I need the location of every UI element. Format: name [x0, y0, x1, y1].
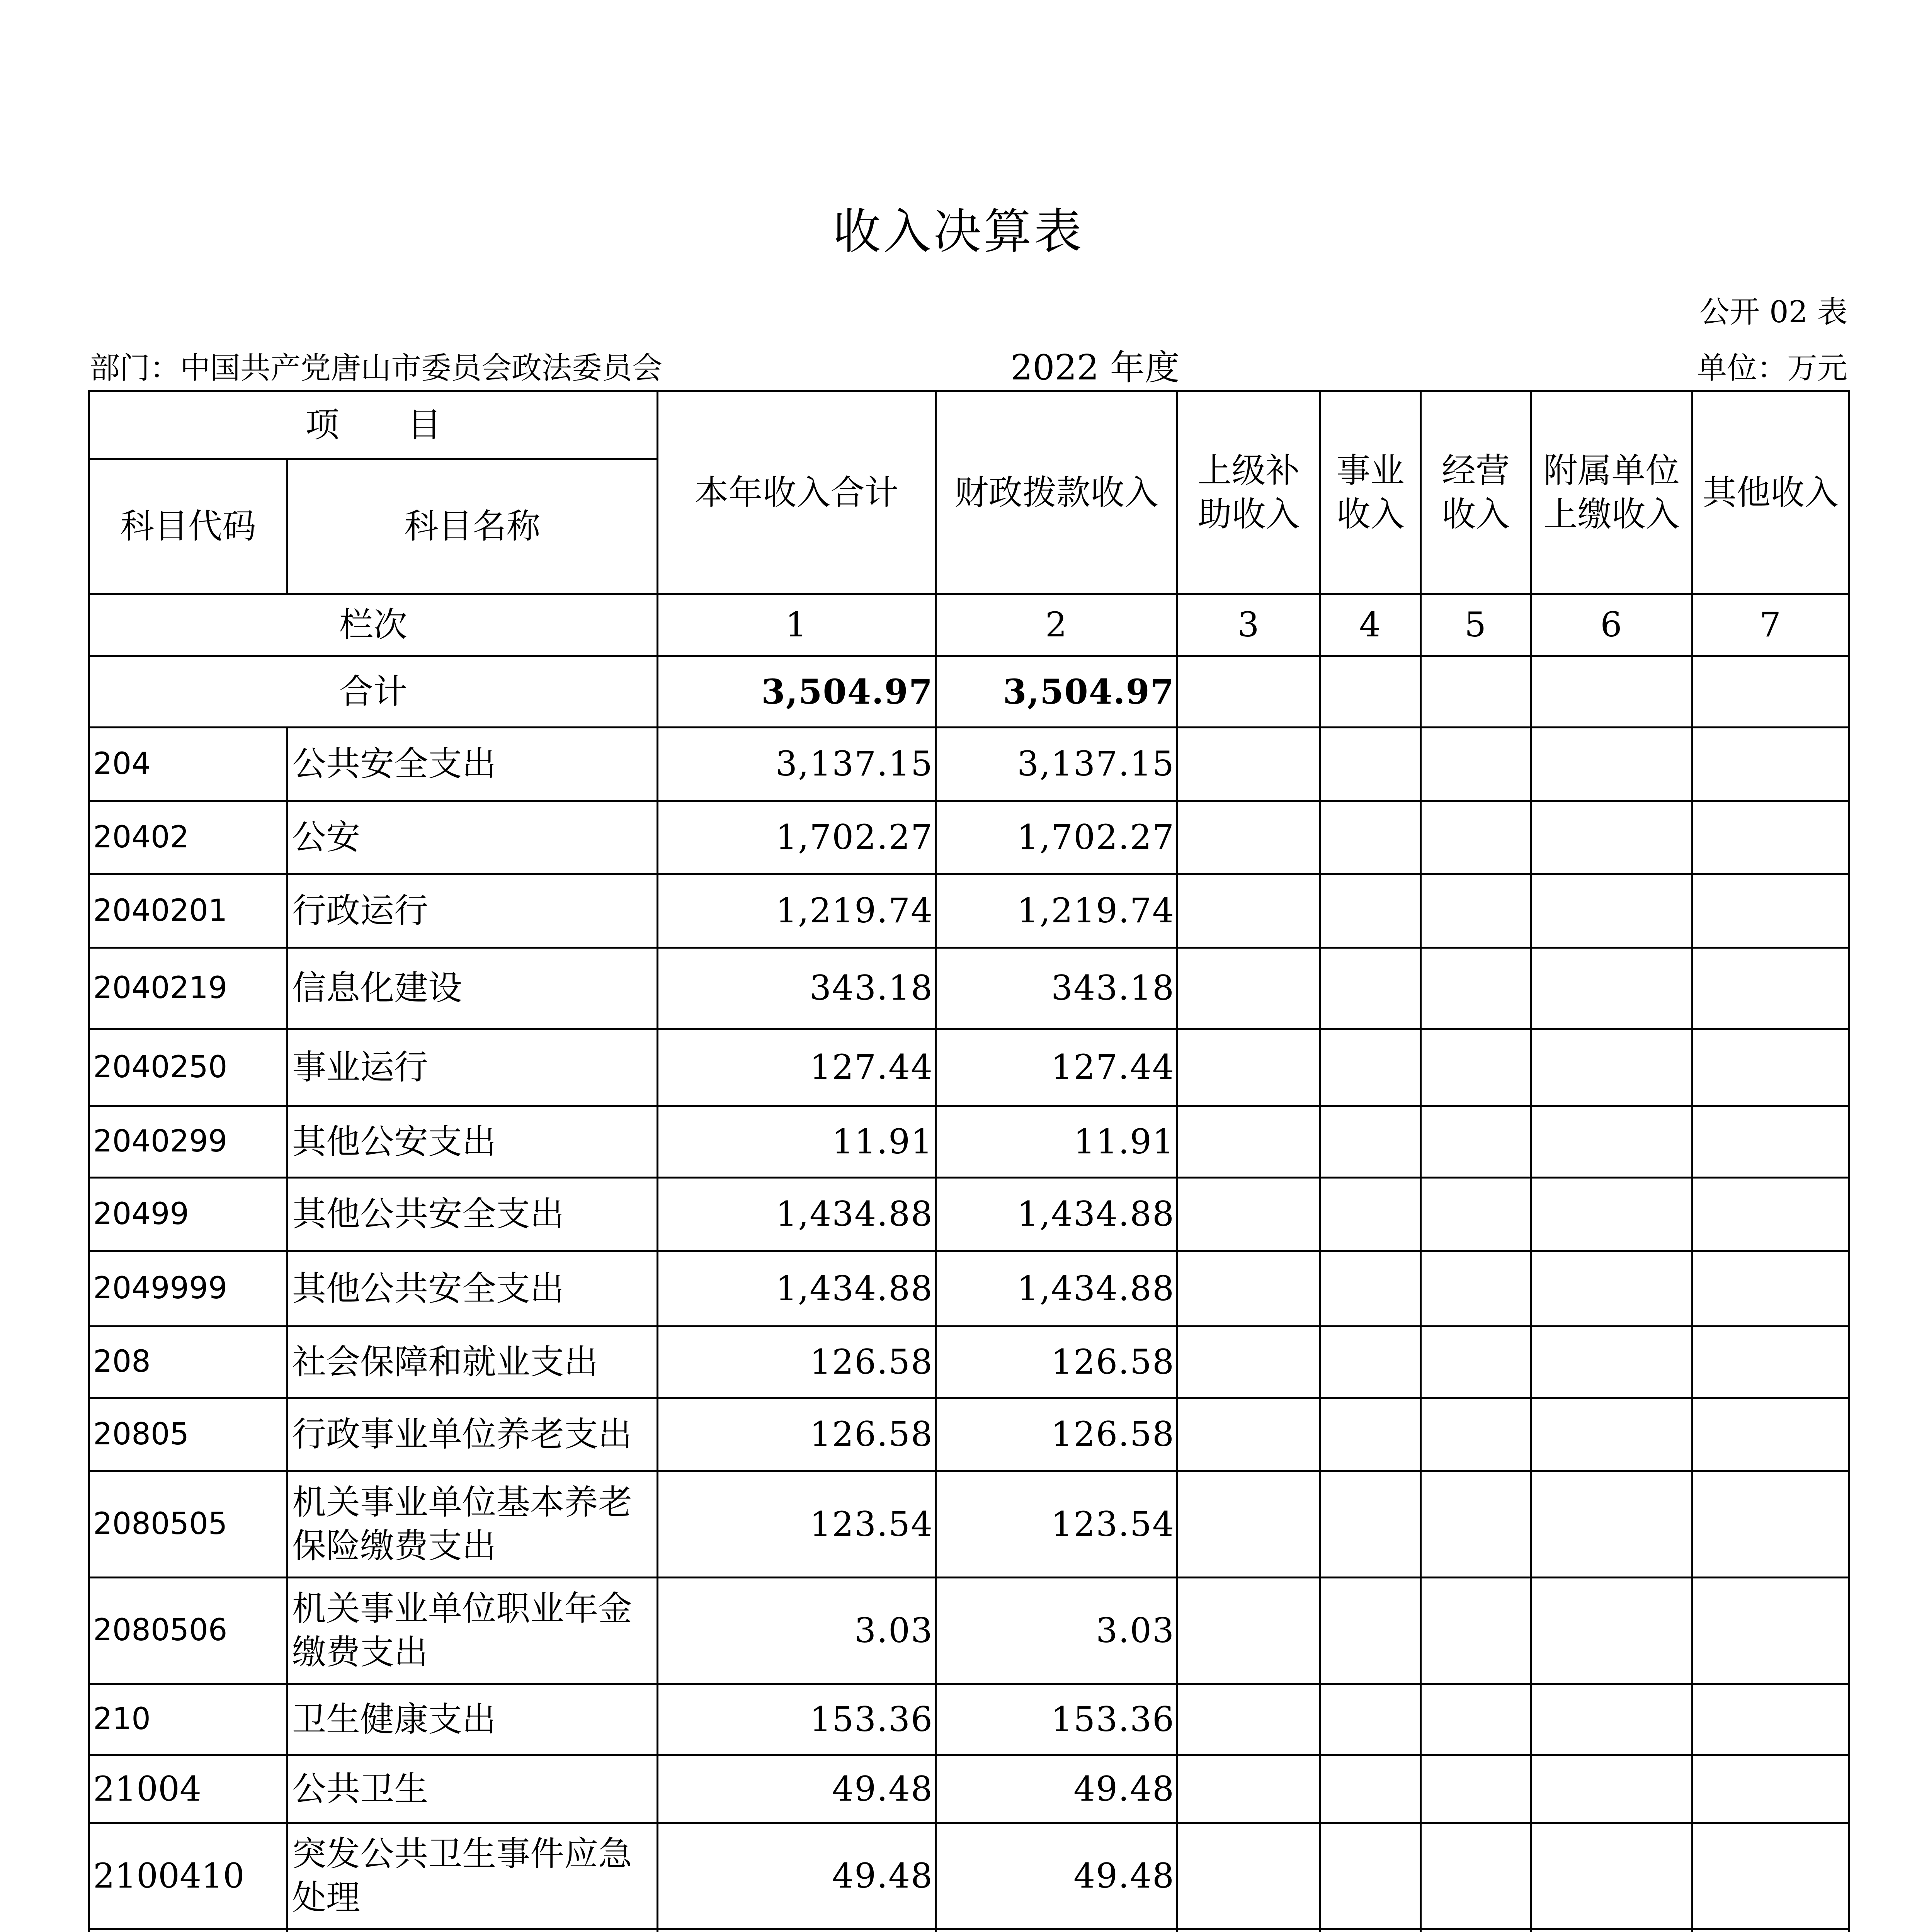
fiscal-appropriation-value: 1,434.88	[936, 1178, 1177, 1251]
subject-name: 公安	[287, 801, 658, 874]
empty-cell	[1421, 948, 1531, 1029]
table-row	[89, 948, 1849, 1029]
empty-cell	[1421, 1029, 1531, 1106]
subject-code: 208	[89, 1327, 287, 1398]
empty-cell	[1692, 1251, 1849, 1327]
header-name: 科目名称	[287, 459, 658, 594]
index-7: 7	[1692, 594, 1849, 656]
empty-cell	[1421, 1471, 1531, 1578]
table-row	[89, 1755, 1849, 1823]
header-col3: 上级补 助收入	[1177, 391, 1320, 594]
fiscal-appropriation-value: 127.44	[936, 1029, 1177, 1106]
form-number: 公开 02 表	[1699, 295, 1847, 330]
fiscal-appropriation-value: 1,434.88	[936, 1251, 1177, 1327]
table-row	[89, 1251, 1849, 1327]
empty-cell	[1177, 801, 1320, 874]
empty-cell	[1421, 1684, 1531, 1755]
total-income-value: 126.58	[658, 1327, 936, 1398]
subject-name	[287, 1929, 658, 1932]
empty-cell	[1692, 801, 1849, 874]
empty-cell	[1320, 1398, 1421, 1471]
empty-cell	[1531, 1029, 1692, 1106]
fiscal-appropriation-value: 1,702.27	[936, 801, 1177, 874]
header-col1: 本年收入合计	[658, 391, 936, 594]
total-income-value: 11.91	[658, 1106, 936, 1178]
subject-code: 2080505	[89, 1471, 287, 1578]
empty-cell	[1320, 874, 1421, 948]
empty-cell	[1320, 1471, 1421, 1578]
subject-code: 2040299	[89, 1106, 287, 1178]
index-row	[89, 594, 1849, 656]
fiscal-appropriation-value: 1,219.74	[936, 874, 1177, 948]
empty-cell	[1531, 1471, 1692, 1578]
empty-cell	[1531, 1684, 1692, 1755]
empty-cell	[1320, 728, 1421, 801]
empty-cell	[1692, 1178, 1849, 1251]
subject-name: 其他公安支出	[287, 1106, 658, 1178]
subject-name: 卫生健康支出	[287, 1684, 658, 1755]
header-col5: 经营 收入	[1421, 391, 1531, 594]
table-row	[89, 1823, 1849, 1929]
empty-cell	[1320, 1823, 1421, 1929]
empty-cell	[1531, 1251, 1692, 1327]
total-income-value: 49.48	[658, 1755, 936, 1823]
table-body	[89, 391, 1849, 1932]
subject-code: 20805	[89, 1398, 287, 1471]
table-row	[89, 1327, 1849, 1398]
header-col2: 财政拨款收入	[936, 391, 1177, 594]
fiscal-appropriation-value: 126.58	[936, 1327, 1177, 1398]
total-row	[89, 656, 1849, 728]
subject-code: 2049999	[89, 1251, 287, 1327]
empty-cell	[1177, 728, 1320, 801]
empty-cell	[1531, 874, 1692, 948]
empty-cell	[1531, 1578, 1692, 1684]
empty-cell	[1421, 1178, 1531, 1251]
empty-cell	[1421, 874, 1531, 948]
subject-name: 行政事业单位养老支出	[287, 1398, 658, 1471]
table-row	[89, 801, 1849, 874]
empty-cell	[1421, 1929, 1531, 1932]
empty-cell	[1177, 948, 1320, 1029]
empty-cell	[1421, 801, 1531, 874]
empty-cell	[1692, 1398, 1849, 1471]
index-label: 栏次	[89, 594, 658, 656]
subject-code: 210	[89, 1684, 287, 1755]
fiscal-year: 2022 年度	[1010, 347, 1180, 388]
header-col7: 其他收入	[1692, 391, 1849, 594]
empty-cell	[1692, 1755, 1849, 1823]
subject-code: 204	[89, 728, 287, 801]
empty-cell	[1320, 1178, 1421, 1251]
index-3: 3	[1177, 594, 1320, 656]
empty-cell	[1320, 948, 1421, 1029]
subject-code: 2040250	[89, 1029, 287, 1106]
header-code: 科目代码	[89, 459, 287, 594]
total-col1: 3,504.97	[658, 656, 936, 728]
empty-cell	[1421, 1823, 1531, 1929]
unit-label: 单位：万元	[1696, 351, 1847, 386]
empty-cell	[1177, 874, 1320, 948]
fiscal-appropriation-value: 153.36	[936, 1684, 1177, 1755]
empty-cell	[1177, 1823, 1320, 1929]
table-row	[89, 1471, 1849, 1578]
subject-name: 信息化建设	[287, 948, 658, 1029]
empty-cell	[1177, 1684, 1320, 1755]
empty-cell	[1177, 1578, 1320, 1684]
header-col4: 事业 收入	[1320, 391, 1421, 594]
empty-cell	[1421, 1398, 1531, 1471]
subject-name: 其他公共安全支出	[287, 1251, 658, 1327]
table-row	[89, 1106, 1849, 1178]
empty-cell	[1421, 728, 1531, 801]
table-row	[89, 728, 1849, 801]
total-col2: 3,504.97	[936, 656, 1177, 728]
empty-cell	[1531, 1929, 1692, 1932]
empty-cell	[1531, 801, 1692, 874]
empty-cell	[1531, 728, 1692, 801]
table-row	[89, 1684, 1849, 1755]
empty-cell	[1320, 801, 1421, 874]
subject-name: 机关事业单位基本养老保险缴费支出	[287, 1471, 658, 1578]
total-income-value: 1,434.88	[658, 1251, 936, 1327]
empty-cell	[1421, 1755, 1531, 1823]
subject-code: 2100410	[89, 1823, 287, 1929]
empty-cell	[1531, 1327, 1692, 1398]
index-2: 2	[936, 594, 1177, 656]
total-income-value: 123.54	[658, 1471, 936, 1578]
empty-cell	[1692, 1823, 1849, 1929]
page-title: 收入决算表	[833, 204, 1084, 260]
subject-name: 机关事业单位职业年金缴费支出	[287, 1578, 658, 1684]
empty-cell	[1177, 1327, 1320, 1398]
table-row	[89, 1178, 1849, 1251]
table-row	[89, 1029, 1849, 1106]
header-item: 项 目	[89, 391, 658, 459]
fiscal-appropriation-value: 123.54	[936, 1471, 1177, 1578]
table-row	[89, 1929, 1849, 1932]
department-label: 部门：中国共产党唐山市委员会政法委员会	[90, 351, 663, 386]
fiscal-appropriation-value: 3.03	[936, 1578, 1177, 1684]
table-row	[89, 1578, 1849, 1684]
empty-cell	[1692, 1327, 1849, 1398]
empty-cell	[1320, 1929, 1421, 1932]
subject-name: 公共安全支出	[287, 728, 658, 801]
subject-code	[89, 1929, 287, 1932]
fiscal-appropriation-value: 343.18	[936, 948, 1177, 1029]
empty-cell	[1421, 1106, 1531, 1178]
total-income-value: 127.44	[658, 1029, 936, 1106]
empty-cell	[1320, 1684, 1421, 1755]
empty-cell	[1692, 1929, 1849, 1932]
empty-cell	[1692, 948, 1849, 1029]
subject-name: 行政运行	[287, 874, 658, 948]
empty-cell	[1692, 1106, 1849, 1178]
empty-cell	[1177, 1398, 1320, 1471]
empty-cell	[1531, 948, 1692, 1029]
total-income-value: 1,702.27	[658, 801, 936, 874]
empty-cell	[1177, 1106, 1320, 1178]
total-income-value: 153.36	[658, 1684, 936, 1755]
empty-cell	[1177, 1178, 1320, 1251]
empty-cell	[1531, 1398, 1692, 1471]
subject-name: 社会保障和就业支出	[287, 1327, 658, 1398]
index-4: 4	[1320, 594, 1421, 656]
total-income-value: 3,137.15	[658, 728, 936, 801]
subject-code: 21004	[89, 1755, 287, 1823]
empty-cell	[1692, 874, 1849, 948]
total-income-value: 343.18	[658, 948, 936, 1029]
subject-code: 20499	[89, 1178, 287, 1251]
empty-cell	[1320, 1327, 1421, 1398]
empty-cell	[1692, 1029, 1849, 1106]
fiscal-appropriation-value: 49.48	[936, 1823, 1177, 1929]
fiscal-appropriation-value: 126.58	[936, 1398, 1177, 1471]
subject-name: 公共卫生	[287, 1755, 658, 1823]
subject-code: 2040219	[89, 948, 287, 1029]
empty-cell	[1320, 1029, 1421, 1106]
total-income-value: 49.48	[658, 1823, 936, 1929]
empty-cell	[1320, 1106, 1421, 1178]
empty-cell	[1177, 1251, 1320, 1327]
subject-name: 事业运行	[287, 1029, 658, 1106]
fiscal-appropriation-value	[936, 1929, 1177, 1932]
empty-cell	[1692, 728, 1849, 801]
income-table	[88, 390, 1850, 1932]
empty-cell	[1692, 1578, 1849, 1684]
empty-cell	[1421, 1327, 1531, 1398]
empty-cell	[1692, 1471, 1849, 1578]
empty-cell	[1531, 1106, 1692, 1178]
index-5: 5	[1421, 594, 1531, 656]
subject-code: 20402	[89, 801, 287, 874]
total-income-value: 1,434.88	[658, 1178, 936, 1251]
empty-cell	[1421, 1578, 1531, 1684]
header-row-1	[89, 391, 1849, 459]
header-col6: 附属单位 上缴收入	[1531, 391, 1692, 594]
empty-cell	[1177, 1929, 1320, 1932]
fiscal-appropriation-value: 11.91	[936, 1106, 1177, 1178]
table-row	[89, 1398, 1849, 1471]
empty-cell	[1421, 1251, 1531, 1327]
total-income-value	[658, 1929, 936, 1932]
total-income-value: 3.03	[658, 1578, 936, 1684]
table-row	[89, 874, 1849, 948]
total-label: 合计	[89, 656, 658, 728]
empty-cell	[1177, 1755, 1320, 1823]
total-income-value: 126.58	[658, 1398, 936, 1471]
fiscal-appropriation-value: 49.48	[936, 1755, 1177, 1823]
subject-code: 2080506	[89, 1578, 287, 1684]
empty-cell	[1692, 1684, 1849, 1755]
empty-cell	[1177, 1029, 1320, 1106]
index-1: 1	[658, 594, 936, 656]
empty-cell	[1531, 1755, 1692, 1823]
empty-cell	[1320, 1578, 1421, 1684]
empty-cell	[1531, 1823, 1692, 1929]
empty-cell	[1177, 1471, 1320, 1578]
total-income-value: 1,219.74	[658, 874, 936, 948]
index-6: 6	[1531, 594, 1692, 656]
empty-cell	[1531, 1178, 1692, 1251]
empty-cell	[1320, 1755, 1421, 1823]
subject-name: 突发公共卫生事件应急处理	[287, 1823, 658, 1929]
fiscal-appropriation-value: 3,137.15	[936, 728, 1177, 801]
subject-name: 其他公共安全支出	[287, 1178, 658, 1251]
empty-cell	[1320, 1251, 1421, 1327]
subject-code: 2040201	[89, 874, 287, 948]
